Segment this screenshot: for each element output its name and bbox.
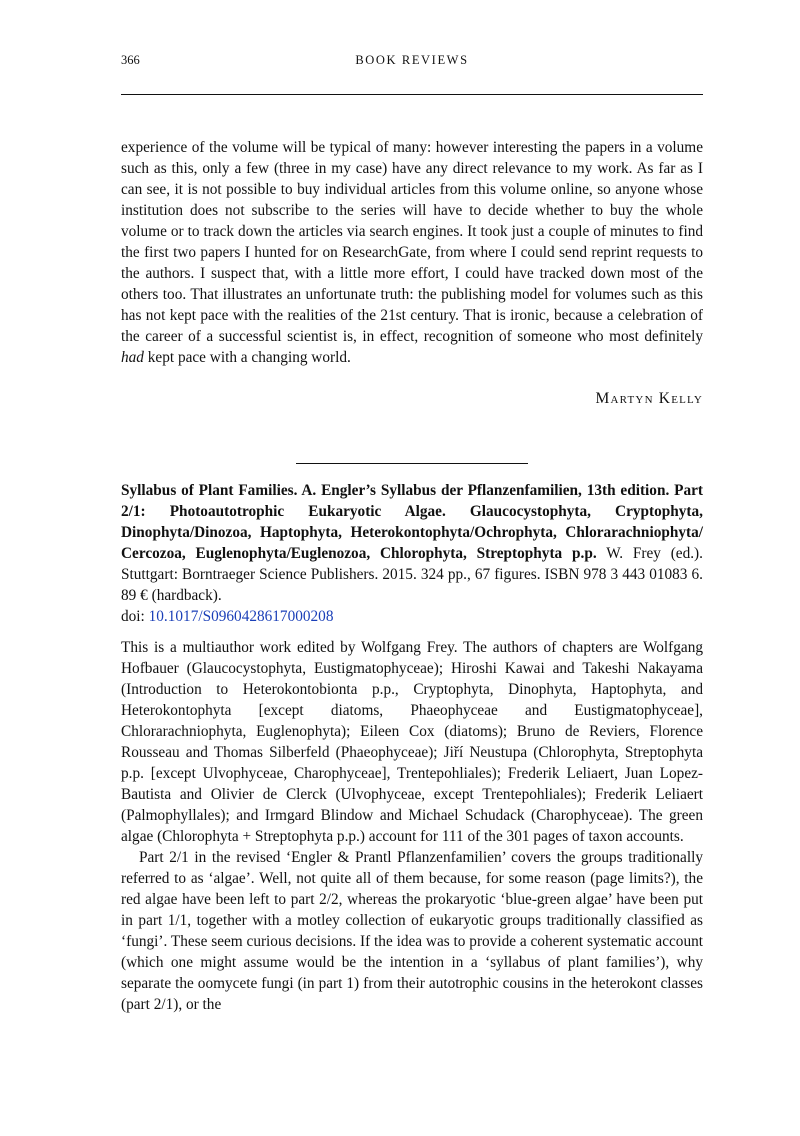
review-paragraph-1: This is a multiauthor work edited by Wolfgang Frey. The authors of chapters are Wolfgang Hofbauer (Glaucocystophyta, Eustigmatophyceae); Hiroshi Kawai and Takeshi Nakayama (Introduction to Heterokontobionta p.p., Cryptophyta, Dinophyta, Haptophyta, and Heterokontophyta [except diatoms, Phaeophyceae and Eustigmatophyceae], Chlorarachniophyta, Euglenophyta); Eileen Cox (diatoms); Bruno de Reviers, Florence Rousseau and Thomas Silberfeld (Phaeophyceae); Jiří Neustupa (Chlorophyta, Streptophyta p.p. [except Ulvophyceae, Charophyceae], Trentepohliales); Frederik Leliaert, Juan Lopez-Bautista and Olivier de Clerck (Ulvophyceae, except Trentepohliales); Frederik Leliaert (Palmophyllales); and Irmgard Blindow and Michael Schudack (Charophyceae). The green algae (Chlorophyta + Streptophyta p.p.) account for 111 of the 301 pages of taxon accounts. xyxy=(121,639,703,845)
paragraph-text-end: kept pace with a changing world. xyxy=(147,349,351,366)
book-citation xyxy=(121,480,703,627)
book-title: Syllabus of Plant Families. A. Engler’s Syllabus der Pflanzenfamilien, 13th edition. Part 2/1: Photoautotrophic Eukaryotic Algae. Glaucocystophyta, Cryptophyta, Dinophyta/Dinozoa, Haptophyta, Heterokontophyta/Ochrophyta, Chlorarachniophyta/ Cercozoa, Euglenophyta/Euglenozoa, Chlorophyta, Streptophyta p.p. xyxy=(121,482,703,562)
doi-link[interactable]: 10.1017/S0960428617000208 xyxy=(148,608,334,625)
running-head xyxy=(121,53,703,73)
previous-review-closing-paragraph xyxy=(121,137,703,368)
emphasized-word: had xyxy=(121,349,144,366)
doi-label: doi: xyxy=(121,608,145,625)
review-paragraph-2: Part 2/1 in the revised ‘Engler & Prantl Pflanzenfamilien’ covers the groups traditionally referred to as ‘algae’. Well, not quite all of them because, for some reason (page limits?), the red algae have been left to part 2/2, whereas the prokaryotic ‘blue-green algae’ have been put in part 1/1, together with a motley collection of eukaryotic groups traditionally classified as ‘fungi’. These seem curious decisions. If the idea was to provide a coherent systematic account (which one might assume would be the intention in a ‘syllabus of plant families’), why separate the oomycete fungi (in part 1) from their autotrophic cousins in the heterokont classes (part 2/1), or the xyxy=(121,849,703,1013)
reviewer-name: Martyn Kelly xyxy=(595,390,703,407)
publication-details: W. Frey (ed.). Stuttgart: Borntraeger Science Publishers. 2015. 324 pp., 67 figures. ISBN 978 3 443 01083 6. 89 € (hardback). xyxy=(121,545,703,604)
page-number: 366 xyxy=(121,53,140,67)
header-rule xyxy=(121,94,703,95)
paragraph-text: experience of the volume will be typical of many: however interesting the papers in a volume such as this, only a few (three in my case) have any direct relevance to my work. As far as I can see, it is not possible to buy individual articles from this volume online, so anyone whose institution does not subscribe to the series will have to decide whether to buy the whole volume or to track down the articles via search engines. It took just a couple of minutes to find the first two papers I hunted for on ResearchGate, from where I could send reprint requests to the authors. I suspect that, with a little more effort, I could have tracked down most of the others too. That illustrates an unfortunate truth: the publishing model for volumes such as this has not kept pace with the realities of the 21st century. That is ironic, because a celebration of the career of a successful scientist is, in effect, recognition of someone who most definitely xyxy=(121,139,703,345)
review-body xyxy=(121,637,703,1015)
section-title: BOOK REVIEWS xyxy=(355,53,469,67)
review-separator-rule xyxy=(296,463,528,464)
